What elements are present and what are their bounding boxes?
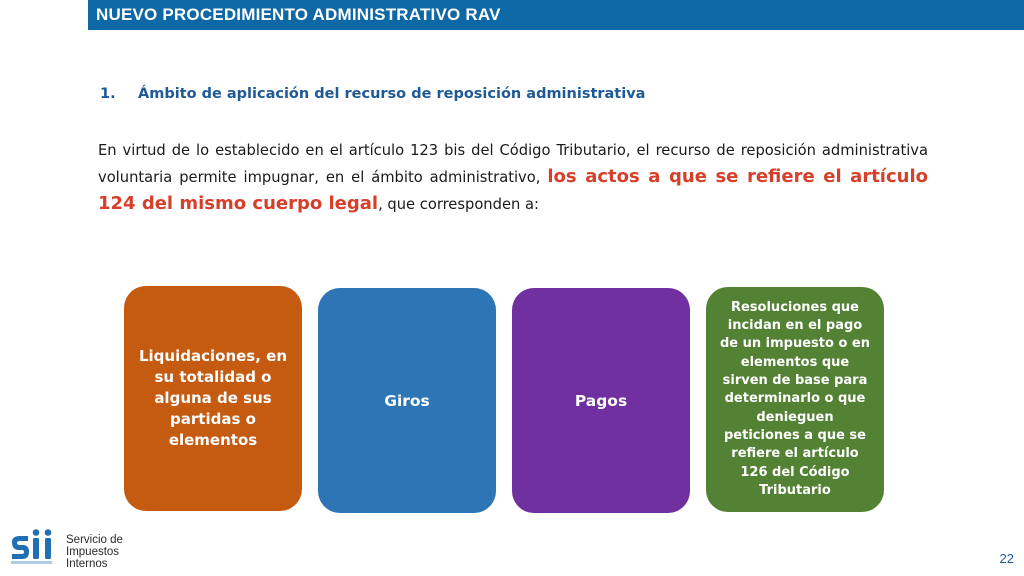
- box-resoluciones: [706, 287, 884, 512]
- paragraph-text-before: En virtud de lo establecido en el artículo 123 bis del Código Tributario, el recurso de reposición administrativa voluntaria permite impugnar, en el ámbito administrativo,: [98, 142, 928, 186]
- page-number: 22: [999, 551, 1014, 566]
- box-label: Pagos: [574, 391, 628, 410]
- box-label: Resoluciones que incidan en el pago de un impuesto o en elementos que sirven de base para determinarlo o que denieguen peticiones a que se refiere el artículo 126 del Código Tributario: [719, 299, 870, 498]
- body-paragraph: [98, 138, 928, 218]
- header-bar: [88, 0, 1024, 30]
- logo-text: Servicio de Impuestos Internos: [66, 534, 123, 570]
- paragraph-highlight: los actos a que se refiere el artículo 124 del mismo cuerpo legal: [98, 166, 929, 214]
- slide-title: NUEVO PROCEDIMIENTO ADMINISTRATIVO RAV: [96, 5, 501, 24]
- box-label: Giros: [384, 391, 430, 410]
- section-heading-text: Ámbito de aplicación del recurso de reposición administrativa: [138, 86, 646, 102]
- section-number: 1.: [100, 86, 116, 102]
- box-liquidaciones: [124, 286, 302, 511]
- paragraph-text-after: , que corresponden a:: [378, 196, 539, 213]
- box-label: Liquidaciones, en su totalidad o alguna de sus partidas o elementos: [138, 347, 287, 449]
- section-heading: [100, 86, 645, 102]
- box-pagos: [512, 288, 690, 513]
- box-giros: [318, 288, 496, 513]
